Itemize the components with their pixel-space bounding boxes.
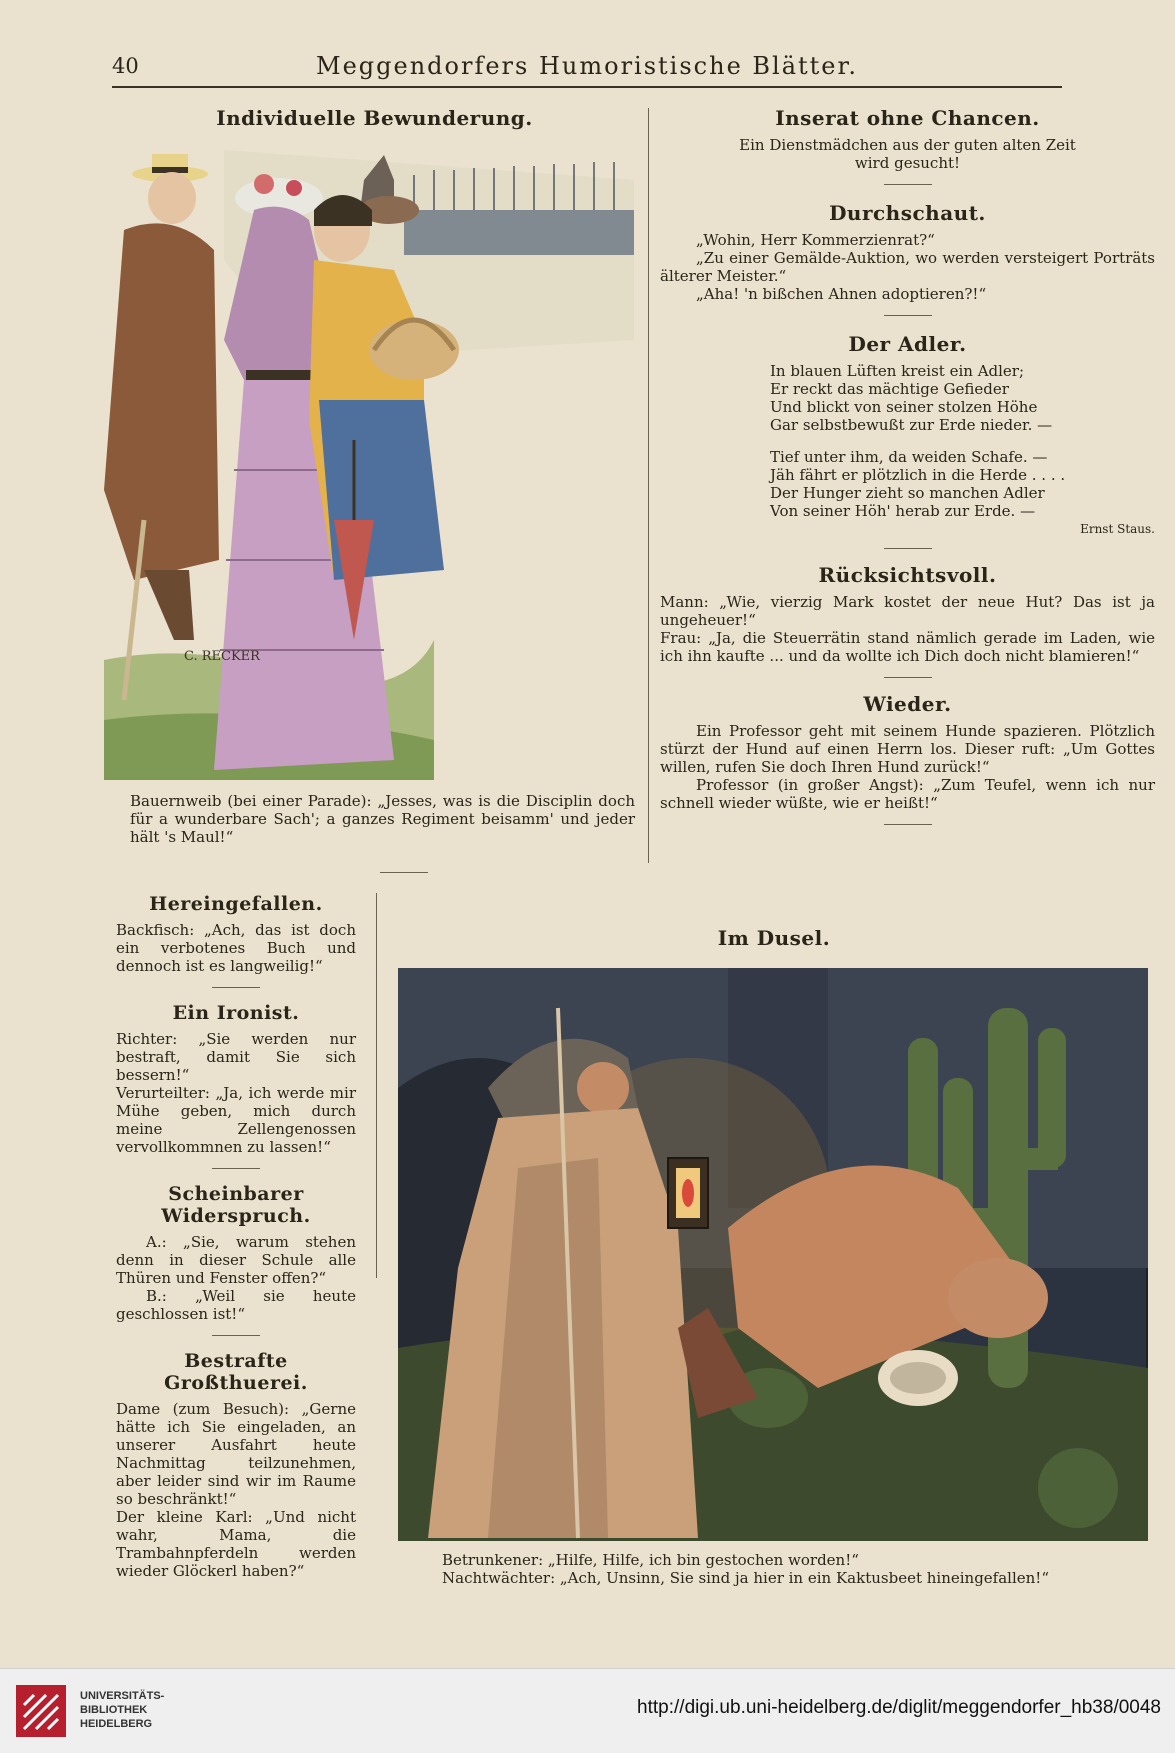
wieder-p1: Ein Professor geht mit seinem Hunde spazieren. Plötzlich stürzt der Hund auf einen Herrn los. Dieser ruft: „Um Gottes willen, rufen Sie doch Ihren Hund zurück!“ — [660, 722, 1155, 776]
widerspruch-line-1: A.: „Sie, warum stehen denn in dieser Schule alle Thüren und Fenster offen?“ — [116, 1233, 356, 1287]
title-grossthuerei: Bestrafte Großthuerei. — [164, 1350, 308, 1394]
library-line-3: HEIDELBERG — [80, 1718, 153, 1730]
library-name — [80, 1689, 164, 1731]
rule — [212, 1168, 260, 1169]
article-ruecksicht — [660, 563, 1155, 665]
grossthuerei-line-1: Dame (zum Besuch): „Gerne hätte ich Sie eingeladen, an unserer Ausfahrt heute Nachmittag teilzunehmen, aber leider sind wir im Raume so beschränkt!“ — [116, 1400, 356, 1508]
illustration-signature: C. RECKER — [184, 649, 260, 664]
title-durchschaut: Durchschaut. — [829, 201, 986, 225]
adler-s1-l2: Er reckt das mächtige Gefieder — [770, 380, 1009, 398]
illustration-parade — [104, 140, 634, 780]
article-wieder — [660, 692, 1155, 812]
footer-bar — [0, 1668, 1175, 1753]
adler-s2-l3: Der Hunger zieht so manchen Adler — [770, 484, 1045, 502]
source-url-link[interactable]: http://digi.ub.uni-heidelberg.de/diglit/meggendorfer_hb38/0048 — [637, 1697, 1161, 1718]
adler-s2-l2: Jäh fährt er plötzlich in die Herde . . . . — [770, 466, 1066, 484]
dusel-line-2: Nachtwächter: „Ach, Unsinn, Sie sind ja hier in ein Kaktusbeet hineingefallen!“ — [442, 1569, 1049, 1587]
rule — [884, 548, 932, 549]
rule — [884, 184, 932, 185]
column-divider-bottom — [376, 893, 377, 1278]
article-ironist — [116, 1002, 356, 1156]
hereingefallen-text: Backfisch: „Ach, das ist doch ein verbotenes Buch und dennoch ist es langweilig!“ — [116, 921, 356, 975]
column-divider-top — [648, 108, 649, 863]
inserat-line-2: wird gesucht! — [854, 154, 961, 172]
title-ironist: Ein Ironist. — [172, 1002, 300, 1024]
dusel-line-1: Betrunkener: „Hilfe, Hilfe, ich bin gestochen worden!“ — [442, 1551, 859, 1569]
wieder-p2: Professor (in großer Angst): „Zum Teufel, wenn ich nur schnell wieder wüßte, wie er heißt!“ — [660, 776, 1155, 812]
library-line-2: BIBLIOTHEK — [80, 1704, 148, 1716]
rule — [884, 824, 932, 825]
article-grossthuerei — [116, 1350, 356, 1580]
adler-author: Ernst Staus. — [1080, 522, 1155, 536]
caption-parade: Bauernweib (bei einer Parade): „Jesses, was is die Disciplin doch für a wunderbare Sach'; a ganzes Regiment beisamm' und jeder hält 's Maul!“ — [130, 792, 635, 846]
adler-s2-l4: Von seiner Höh' herab zur Erde. — — [770, 502, 1036, 520]
grossthuerei-line-2: Der kleine Karl: „Und nicht wahr, Mama, die Trambahnpferdeln werden wieder Glöckerl haben?“ — [116, 1508, 356, 1580]
durchschaut-line-3: „Aha! 'n bißchen Ahnen adoptieren?!“ — [696, 285, 987, 303]
widerspruch-line-2: B.: „Weil sie heute geschlossen ist!“ — [116, 1287, 356, 1323]
caption-cactus — [442, 1551, 1142, 1587]
section-divider — [380, 872, 428, 873]
title-inserat: Inserat ohne Chancen. — [775, 106, 1040, 130]
article-inserat — [660, 106, 1155, 172]
adler-s1-l1: In blauen Lüften kreist ein Adler; — [770, 362, 1025, 380]
adler-s2-l1: Tief unter ihm, da weiden Schafe. — — [770, 448, 1048, 466]
title-hereingefallen: Hereingefallen. — [149, 893, 323, 915]
article-widerspruch — [116, 1183, 356, 1323]
title-widerspruch: Scheinbarer Widerspruch. — [161, 1183, 311, 1227]
ruecksicht-mann: Mann: „Wie, vierzig Mark kostet der neue Hut? Das ist ja ungeheuer!“ — [660, 593, 1155, 629]
title-wieder: Wieder. — [863, 692, 952, 716]
article-hereingefallen — [116, 893, 356, 975]
right-column — [660, 106, 1155, 825]
article-title-individuelle: Individuelle Bewunderung. — [216, 106, 533, 130]
article-durchschaut — [660, 201, 1155, 303]
running-title: Meggendorfers Humoristische Blätter. — [316, 52, 858, 80]
title-dusel: Im Dusel. — [717, 926, 831, 950]
rule — [212, 987, 260, 988]
rule — [884, 677, 932, 678]
left-column — [116, 893, 356, 1592]
durchschaut-line-2: „Zu einer Gemälde-Auktion, wo werden versteigert Porträts älterer Meister.“ — [660, 249, 1155, 285]
ironist-line-2: Verurteilter: „Ja, ich werde mir Mühe geben, mich durch meine Zellengenossen vervollkommnen zu lassen!“ — [116, 1084, 356, 1156]
article-adler — [660, 332, 1155, 536]
adler-s1-l3: Und blickt von seiner stolzen Höhe — [770, 398, 1038, 416]
inserat-line-1: Ein Dienstmädchen aus der guten alten Zeit — [739, 136, 1076, 154]
illustration-cactus — [398, 968, 1148, 1541]
adler-s1-l4: Gar selbstbewußt zur Erde nieder. — — [770, 416, 1053, 434]
rule — [884, 315, 932, 316]
durchschaut-line-1: „Wohin, Herr Kommerzienrat?“ — [696, 231, 935, 249]
rule — [212, 1335, 260, 1336]
page-number: 40 — [112, 54, 139, 78]
university-logo-icon — [14, 1683, 68, 1739]
ironist-line-1: Richter: „Sie werden nur bestraft, damit Sie sich bessern!“ — [116, 1030, 356, 1084]
page-header — [112, 50, 1062, 88]
title-adler: Der Adler. — [848, 332, 967, 356]
title-ruecksicht: Rücksichtsvoll. — [818, 563, 997, 587]
library-line-1: UNIVERSITÄTS- — [80, 1690, 165, 1702]
ruecksicht-frau: Frau: „Ja, die Steuerrätin stand nämlich gerade im Laden, wie ich ihn kaufte ... und da wollte ich Dich doch nicht blamieren!“ — [660, 629, 1155, 665]
